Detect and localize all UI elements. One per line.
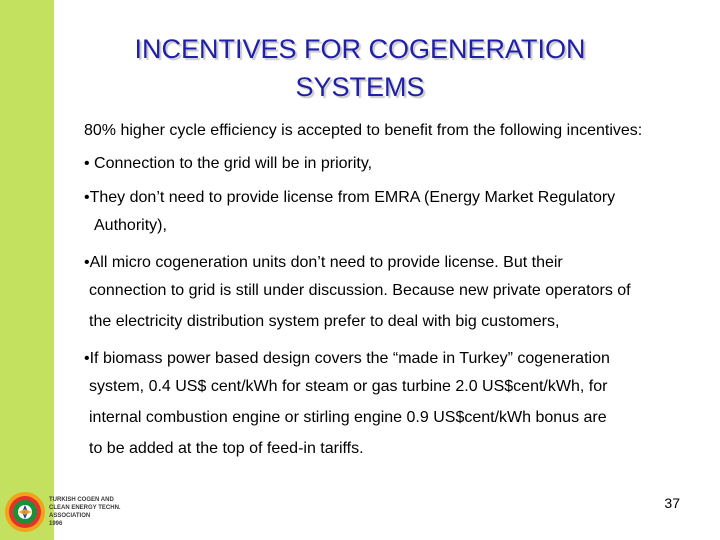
slide-body	[84, 120, 704, 474]
bullet-line: to be added at the top of feed-in tariffs.	[89, 440, 364, 457]
association-name	[49, 496, 121, 528]
bullet-line: internal combustion engine or stirling engine 0.9 US$cent/kWh bonus are	[89, 409, 607, 426]
association-line: 1996	[49, 521, 63, 527]
left-accent-bar	[0, 0, 54, 540]
bullet-biomass-bonus	[84, 347, 704, 464]
association-line: CLEAN ENERGY TECHN.	[49, 505, 121, 511]
bullet-line: the electricity distribution system prefer to deal with big customers,	[89, 313, 560, 330]
association-line: TURKISH COGEN AND	[49, 497, 114, 503]
bullet-line: connection to grid is still under discussion. Because new private operators of	[89, 282, 631, 299]
title-line-1: INCENTIVES FOR COGENERATION	[134, 34, 586, 64]
bullet-line: system, 0.4 US$ cent/kWh for steam or gas turbine 2.0 US$cent/kWh, for	[89, 378, 608, 395]
title-line-2: SYSTEMS	[295, 72, 425, 102]
slide-title	[60, 30, 660, 106]
bullet-license-emra	[84, 186, 704, 241]
bullet-line: • Connection to the grid will be in priority,	[84, 155, 373, 172]
association-line: ASSOCIATION	[49, 513, 91, 519]
bullet-line: •All micro cogeneration units don’t need to provide license. But their	[84, 254, 563, 271]
bullet-micro-cogeneration	[84, 251, 704, 337]
bullet-line: •They don’t need to provide license from EMRA (Energy Market Regulatory	[84, 189, 616, 206]
association-seal-icon	[4, 491, 46, 533]
bullet-grid-priority	[84, 152, 704, 176]
page-number: 37	[664, 495, 680, 511]
bullet-line: Authority),	[94, 217, 167, 234]
bullet-line: •If biomass power based design covers the “made in Turkey” cogeneration	[84, 350, 610, 367]
intro-paragraph: 80% higher cycle efficiency is accepted to benefit from the following incentives:	[84, 122, 643, 139]
